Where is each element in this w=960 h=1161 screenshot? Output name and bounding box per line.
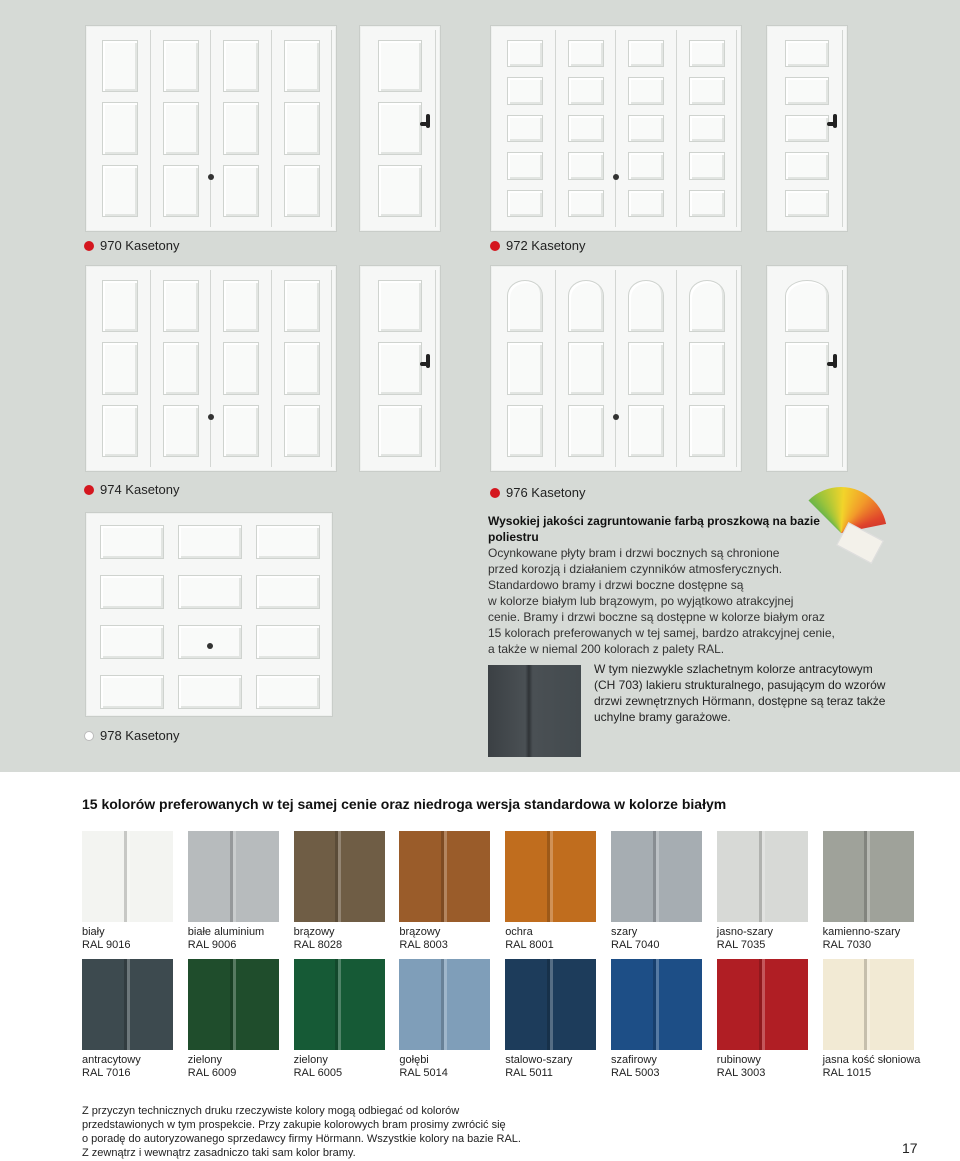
door-panel (785, 190, 828, 217)
color-swatch (294, 831, 385, 922)
color-swatch (611, 831, 702, 922)
door-panel (100, 575, 164, 609)
color-swatch (717, 831, 808, 922)
color-ral-code: RAL 7040 (611, 939, 660, 951)
door-panel (378, 342, 421, 394)
color-swatch (188, 959, 279, 1050)
door-panel (689, 342, 725, 394)
color-name: zielony (187, 1054, 223, 1066)
door-974-side-door (359, 265, 441, 472)
door-panel (628, 342, 664, 394)
door-panel (785, 40, 828, 67)
door-panel (507, 342, 543, 394)
door-panel (163, 165, 199, 217)
color-name: stalowo-szary (505, 1054, 573, 1066)
color-ral-code: RAL 9016 (82, 939, 131, 951)
door-panel (284, 165, 320, 217)
door-panel (568, 115, 604, 142)
color-label (505, 926, 605, 952)
door-panel (163, 405, 199, 457)
color-ral-code: RAL 6009 (187, 1067, 237, 1079)
door-panel (568, 152, 604, 179)
door-panel (178, 575, 242, 609)
door-panel (785, 77, 828, 104)
door-panel (284, 40, 320, 92)
color-label (294, 1054, 394, 1080)
door-panel (223, 165, 259, 217)
color-label (717, 926, 817, 952)
color-name: jasno-szary (716, 926, 774, 938)
door-panel (568, 77, 604, 104)
color-swatch (611, 959, 702, 1050)
door-handle-icon (420, 122, 430, 126)
color-name: szafirowy (611, 1054, 657, 1066)
caption-970: 970 Kasetony (84, 238, 180, 253)
color-label (611, 926, 711, 952)
color-ral-code: RAL 8001 (505, 939, 554, 951)
color-name: zielony (293, 1054, 328, 1066)
color-label (188, 1054, 288, 1080)
anthracite-line: W tym niezwykle szlachetnym kolorze antracytowym (594, 662, 873, 676)
color-ral-code: RAL 8028 (293, 939, 343, 951)
door-panel (178, 525, 242, 559)
door-panel (689, 40, 725, 67)
lock-icon (208, 174, 214, 180)
info-line: w kolorze białym lub brązowym, po wyjątkowo atrakcyjnej (488, 594, 794, 608)
door-976-garage (490, 265, 742, 472)
door-panel (689, 405, 725, 457)
caption-972: 972 Kasetony (490, 238, 586, 253)
color-name: szary (611, 926, 638, 938)
color-swatch (505, 831, 596, 922)
door-panel (507, 40, 543, 67)
color-label (82, 1054, 182, 1080)
door-panel (284, 405, 320, 457)
door-panel (507, 280, 543, 332)
color-label (188, 926, 288, 952)
door-panel (628, 405, 664, 457)
door-panel (568, 190, 604, 217)
door-panel (568, 405, 604, 457)
color-name: rubinowy (716, 1054, 761, 1066)
color-swatch (823, 831, 914, 922)
door-panel (568, 342, 604, 394)
color-swatch (294, 959, 385, 1050)
door-panel (507, 77, 543, 104)
door-panel (689, 152, 725, 179)
door-panel (689, 115, 725, 142)
door-970-garage (85, 25, 337, 232)
door-panel (163, 102, 199, 154)
door-978-sectional (85, 512, 333, 717)
door-panel (178, 675, 242, 709)
info-line: 15 kolorach preferowanych w tej samej, bardzo atrakcyjnej cenie, (488, 626, 835, 640)
color-label (823, 1054, 923, 1080)
door-panel (102, 165, 138, 217)
door-panel (102, 40, 138, 92)
door-panel (507, 152, 543, 179)
footer-line: Z przyczyn technicznych druku rzeczywiste kolory mogą odbiegać od kolorów (82, 1105, 460, 1117)
color-ral-code: RAL 7016 (82, 1067, 131, 1079)
door-panel (102, 280, 138, 332)
color-name: jasna kość słoniowa (822, 1054, 921, 1066)
color-ral-code: RAL 6005 (293, 1067, 343, 1079)
info-line: Ocynkowane płyty bram i drzwi bocznych są chronione (488, 546, 780, 560)
door-972-garage (490, 25, 742, 232)
color-swatch (717, 959, 808, 1050)
door-panel (785, 342, 828, 394)
footer-line: Z zewnątrz i wewnątrz zasadniczo taki sam kolor bramy. (82, 1147, 356, 1159)
lock-icon (208, 414, 214, 420)
footer-line: o poradę do autoryzowanego sprzedawcy firmy Hörmann. Wszystkie kolory na bazie RAL. (82, 1133, 521, 1145)
door-handle-icon (827, 122, 837, 126)
color-swatch (823, 959, 914, 1050)
info-line: a także w niemal 200 kolorach z palety RAL. (488, 642, 725, 656)
door-panel (507, 115, 543, 142)
color-ral-code: RAL 5014 (399, 1067, 448, 1079)
door-panel (163, 40, 199, 92)
lock-icon (207, 643, 213, 649)
color-name: antracytowy (82, 1054, 141, 1066)
color-name: kamienno-szary (822, 926, 901, 938)
door-panel (223, 342, 259, 394)
info-line: przed korozją i działaniem czynników atmosferycznych. (488, 562, 783, 576)
door-panel (378, 102, 421, 154)
door-panel (100, 675, 164, 709)
caption-974: 974 Kasetony (84, 482, 180, 497)
color-swatch (82, 831, 173, 922)
lock-icon (613, 174, 619, 180)
red-dot-icon (84, 241, 94, 251)
door-panel (100, 525, 164, 559)
door-panel (378, 405, 421, 457)
red-dot-icon (84, 485, 94, 495)
door-panel (102, 342, 138, 394)
door-panel (256, 625, 320, 659)
door-panel (163, 280, 199, 332)
door-panel (284, 280, 320, 332)
color-name: biały (82, 926, 105, 938)
door-handle-icon (420, 362, 430, 366)
door-panel (689, 77, 725, 104)
door-panel (378, 40, 421, 92)
color-ral-code: RAL 8003 (399, 939, 448, 951)
color-ral-code: RAL 9006 (187, 939, 237, 951)
door-970-side-door (359, 25, 441, 232)
door-panel (102, 102, 138, 154)
anthracite-line: uchylne bramy garażowe. (594, 710, 731, 724)
door-panel (628, 280, 664, 332)
door-panel (256, 525, 320, 559)
door-972-side-door (766, 25, 848, 232)
footer-note (82, 1104, 542, 1160)
door-976-side-door (766, 265, 848, 472)
anthracite-info (594, 661, 904, 725)
colors-heading: 15 kolorów preferowanych w tej samej cenie oraz niedroga wersja standardowa w kolorze białym (82, 796, 727, 812)
color-name: gołębi (399, 1054, 429, 1066)
color-ral-code: RAL 5003 (611, 1067, 660, 1079)
door-panel (223, 102, 259, 154)
color-name: brązowy (399, 926, 441, 938)
color-ral-code: RAL 7035 (716, 939, 766, 951)
door-panel (223, 40, 259, 92)
door-panel (628, 77, 664, 104)
door-panel (256, 675, 320, 709)
color-swatch (399, 831, 490, 922)
color-ral-code: RAL 1015 (822, 1067, 872, 1079)
color-ral-code: RAL 7030 (822, 939, 872, 951)
door-panel (785, 280, 828, 332)
door-panel (628, 190, 664, 217)
info-title: Wysokiej jakości zagruntowanie farbą proszkową na bazie poliestru (488, 514, 820, 544)
color-swatch (399, 959, 490, 1050)
door-panel (785, 152, 828, 179)
door-panel (785, 405, 828, 457)
door-panel (628, 40, 664, 67)
door-panel (223, 405, 259, 457)
door-panel (100, 625, 164, 659)
color-label (399, 926, 499, 952)
red-dot-icon (490, 488, 500, 498)
white-dot-icon (84, 731, 94, 741)
color-label (294, 926, 394, 952)
anthracite-line: drzwi zewnętrznych Hörmann, dostępne są teraz także (594, 694, 886, 708)
powder-coating-info (488, 513, 858, 657)
color-ral-code: RAL 5011 (505, 1067, 553, 1079)
color-swatch (505, 959, 596, 1050)
caption-976: 976 Kasetony (490, 485, 586, 500)
page-number: 17 (902, 1140, 918, 1156)
door-974-garage (85, 265, 337, 472)
color-label (82, 926, 182, 952)
door-panel (284, 102, 320, 154)
door-handle-icon (827, 362, 837, 366)
color-label (611, 1054, 711, 1080)
color-label (823, 926, 923, 952)
door-panel (689, 190, 725, 217)
door-panel (507, 405, 543, 457)
door-panel (568, 40, 604, 67)
color-swatch (82, 959, 173, 1050)
door-panel (163, 342, 199, 394)
color-name: brązowy (293, 926, 335, 938)
color-name: białe aluminium (187, 926, 265, 938)
door-panel (785, 115, 828, 142)
color-label (505, 1054, 605, 1080)
color-label (399, 1054, 499, 1080)
anthracite-line: (CH 703) lakieru strukturalnego, pasującym do wzorów (594, 678, 886, 692)
door-panel (628, 152, 664, 179)
door-panel (256, 575, 320, 609)
door-panel (378, 165, 421, 217)
door-panel (102, 405, 138, 457)
info-line: cenie. Bramy i drzwi boczne są dostępne w kolorze białym oraz (488, 610, 825, 624)
color-name: ochra (505, 926, 533, 938)
door-panel (284, 342, 320, 394)
anthracite-sample (488, 665, 581, 757)
lock-icon (613, 414, 619, 420)
door-panel (178, 625, 242, 659)
door-panel (628, 115, 664, 142)
door-panel (689, 280, 725, 332)
color-ral-code: RAL 3003 (716, 1067, 766, 1079)
door-panel (378, 280, 421, 332)
door-panel (507, 190, 543, 217)
red-dot-icon (490, 241, 500, 251)
info-line: Standardowo bramy i drzwi boczne dostępne są (488, 578, 744, 592)
door-panel (568, 280, 604, 332)
caption-978: 978 Kasetony (84, 728, 180, 743)
door-panel (223, 280, 259, 332)
color-swatch (188, 831, 279, 922)
color-label (717, 1054, 817, 1080)
footer-line: przedstawionych w tym prospekcie. Przy zakupie kolorowych bram prosimy zwrócić się (82, 1119, 506, 1131)
